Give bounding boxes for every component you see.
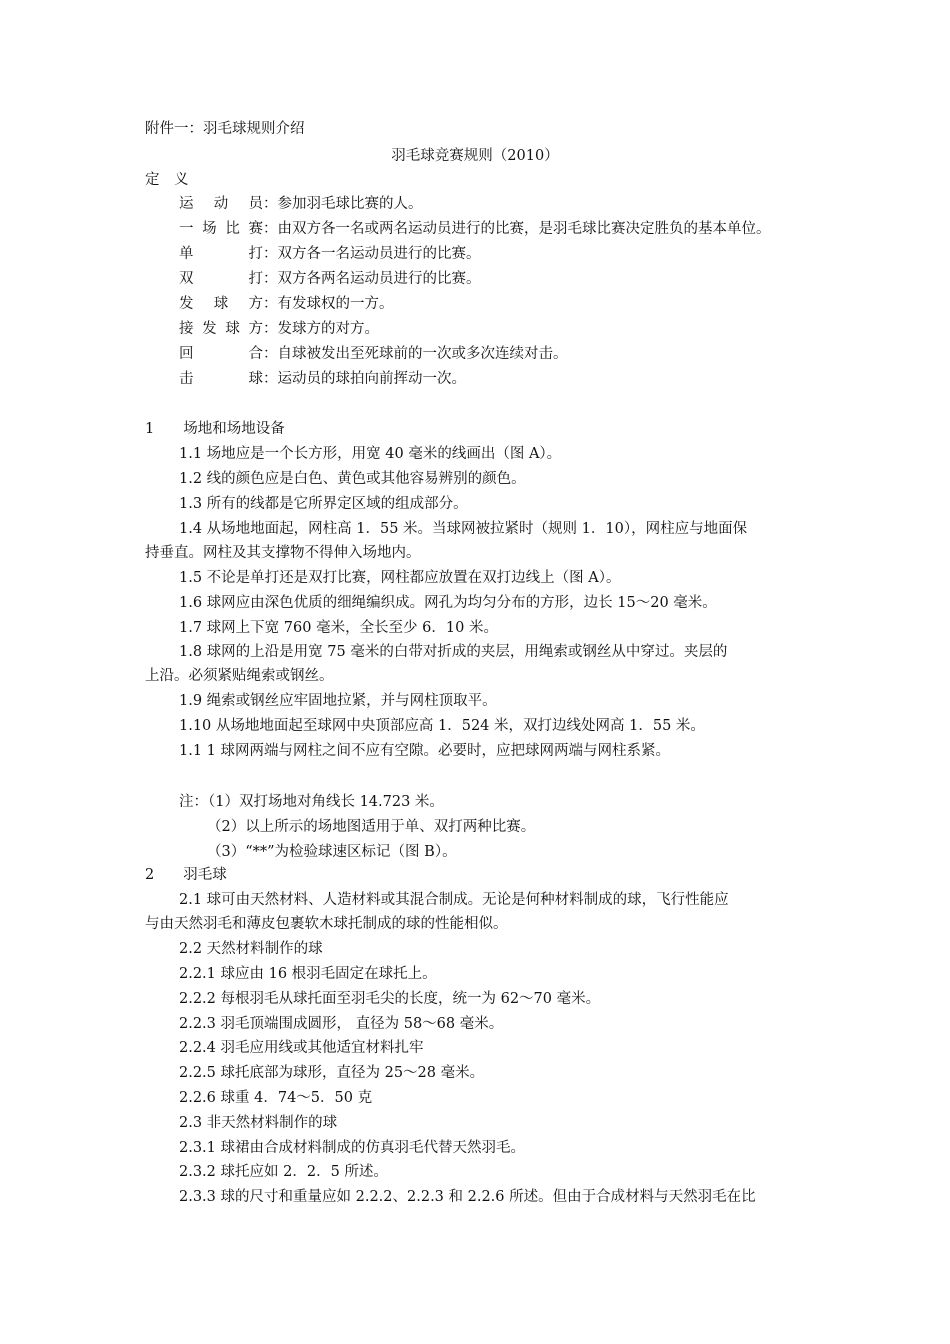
definition-item [179, 269, 481, 289]
rule-2-3: 2.3 非天然材料制作的球 [179, 1115, 338, 1131]
attachment-heading: 附件一：羽毛球规则介绍 [145, 121, 305, 137]
definition-item [179, 244, 481, 264]
definition-item [179, 294, 394, 314]
note-3: （3）“**”为检验球速区标记（图 B）。 [207, 844, 457, 860]
definition-item [179, 319, 379, 339]
rule-1-3: 1.3 所有的线都是它所界定区域的组成部分。 [179, 496, 468, 512]
definition-term: 接发球方 [179, 321, 263, 337]
rule-2-2-2: 2.2.2 每根羽毛从球托面至羽毛尖的长度，统一为 62～70 毫米。 [179, 991, 601, 1007]
rule-1-7: 1.7 球网上下宽 760 毫米，全长至少 6．10 米。 [179, 620, 498, 636]
rule-1-5: 1.5 不论是单打还是双打比赛，网柱都应放置在双打边线上（图 A）。 [179, 570, 621, 586]
rule-1-4-line1: 1.4 从场地地面起，网柱高 1．55 米。当球网被拉紧时（规则 1．10），网柱应与地面保 [179, 521, 748, 537]
rule-1-8-line2: 上沿。必须紧贴绳索或钢丝。 [145, 668, 334, 684]
rule-2-2-1: 2.2.1 球应由 16 根羽毛固定在球托上。 [179, 966, 437, 982]
section-1-heading: 1 场地和场地设备 [145, 421, 285, 437]
definition-desc: ：运动员的球拍向前挥动一次。 [263, 371, 466, 387]
note-1: 注：（1）双打场地对角线长 14.723 米。 [179, 794, 444, 810]
definition-term: 运 动 员 [179, 196, 263, 212]
definition-desc: ：由双方各一名或两名运动员进行的比赛，是羽毛球比赛决定胜负的基本单位。 [263, 221, 771, 237]
rule-1-11: 1.1 1 球网两端与网柱之间不应有空隙。必要时，应把球网两端与网柱系紧。 [179, 743, 671, 759]
rule-2-2-4: 2.2.4 羽毛应用线或其他适宜材料扎牢 [179, 1040, 424, 1056]
rule-2-1-line1: 2.1 球可由天然材料、人造材料或其混合制成。无论是何种材料制成的球，飞行性能应 [179, 892, 729, 908]
definition-desc: ：双方各一名运动员进行的比赛。 [263, 246, 481, 262]
rule-1-10: 1.10 从场地地面起至球网中央顶部应高 1．524 米，双打边线处网高 1．55 米。 [179, 718, 705, 734]
definition-term: 一场比赛 [179, 221, 263, 237]
rule-2-3-3: 2.3.3 球的尺寸和重量应如 2.2.2、2.2.3 和 2.2.6 所述。但由于合成材料与天然羽毛在比 [179, 1189, 756, 1205]
definition-term: 击 球 [179, 371, 263, 387]
rule-2-2-5: 2.2.5 球托底部为球形，直径为 25～28 毫米。 [179, 1065, 485, 1081]
rule-2-2-3: 2.2.3 羽毛顶端围成圆形， 直径为 58～68 毫米。 [179, 1016, 504, 1032]
definition-term: 发 球 方 [179, 296, 263, 312]
definition-term: 双 打 [179, 271, 263, 287]
definition-desc: ：自球被发出至死球前的一次或多次连续对击。 [263, 346, 568, 362]
rule-2-2: 2.2 天然材料制作的球 [179, 941, 323, 957]
rule-1-9: 1.9 绳索或钢丝应牢固地拉紧，并与网柱顶取平。 [179, 693, 497, 709]
definition-term: 回 合 [179, 346, 263, 362]
rule-1-2: 1.2 线的颜色应是白色、黄色或其他容易辨别的颜色。 [179, 471, 526, 487]
definition-desc: ：双方各两名运动员进行的比赛。 [263, 271, 481, 287]
section-2-heading: 2 羽毛球 [145, 867, 227, 883]
definitions-heading: 定 义 [145, 172, 189, 188]
definition-term: 单 打 [179, 246, 263, 262]
definition-item [179, 344, 568, 364]
definition-desc: ：有发球权的一方。 [263, 296, 394, 312]
rule-2-2-6: 2.2.6 球重 4．74～5．50 克 [179, 1090, 373, 1106]
rule-1-6: 1.6 球网应由深色优质的细绳编织成。网孔为均匀分布的方形，边长 15～20 毫米。 [179, 595, 717, 611]
definition-desc: ：参加羽毛球比赛的人。 [263, 196, 423, 212]
definition-item [179, 219, 771, 239]
rule-1-4-line2: 持垂直。网柱及其支撑物不得伸入场地内。 [145, 545, 421, 561]
definition-item [179, 194, 423, 214]
definition-item [179, 369, 466, 389]
rule-1-8-line1: 1.8 球网的上沿是用宽 75 毫米的白带对折成的夹层，用绳索或钢丝从中穿过。夹层的 [179, 644, 728, 660]
rule-2-3-2: 2.3.2 球托应如 2．2．5 所述。 [179, 1164, 388, 1180]
document-title: 羽毛球竞赛规则（2010） [391, 148, 559, 164]
definition-desc: ：发球方的对方。 [263, 321, 379, 337]
rule-2-3-1: 2.3.1 球裙由合成材料制成的仿真羽毛代替天然羽毛。 [179, 1140, 526, 1156]
rule-1-1: 1.1 场地应是一个长方形，用宽 40 毫米的线画出（图 A）。 [179, 446, 562, 462]
note-2: （2）以上所示的场地图适用于单、双打两种比赛。 [207, 819, 536, 835]
rule-2-1-line2: 与由天然羽毛和薄皮包裹软木球托制成的球的性能相似。 [145, 916, 508, 932]
